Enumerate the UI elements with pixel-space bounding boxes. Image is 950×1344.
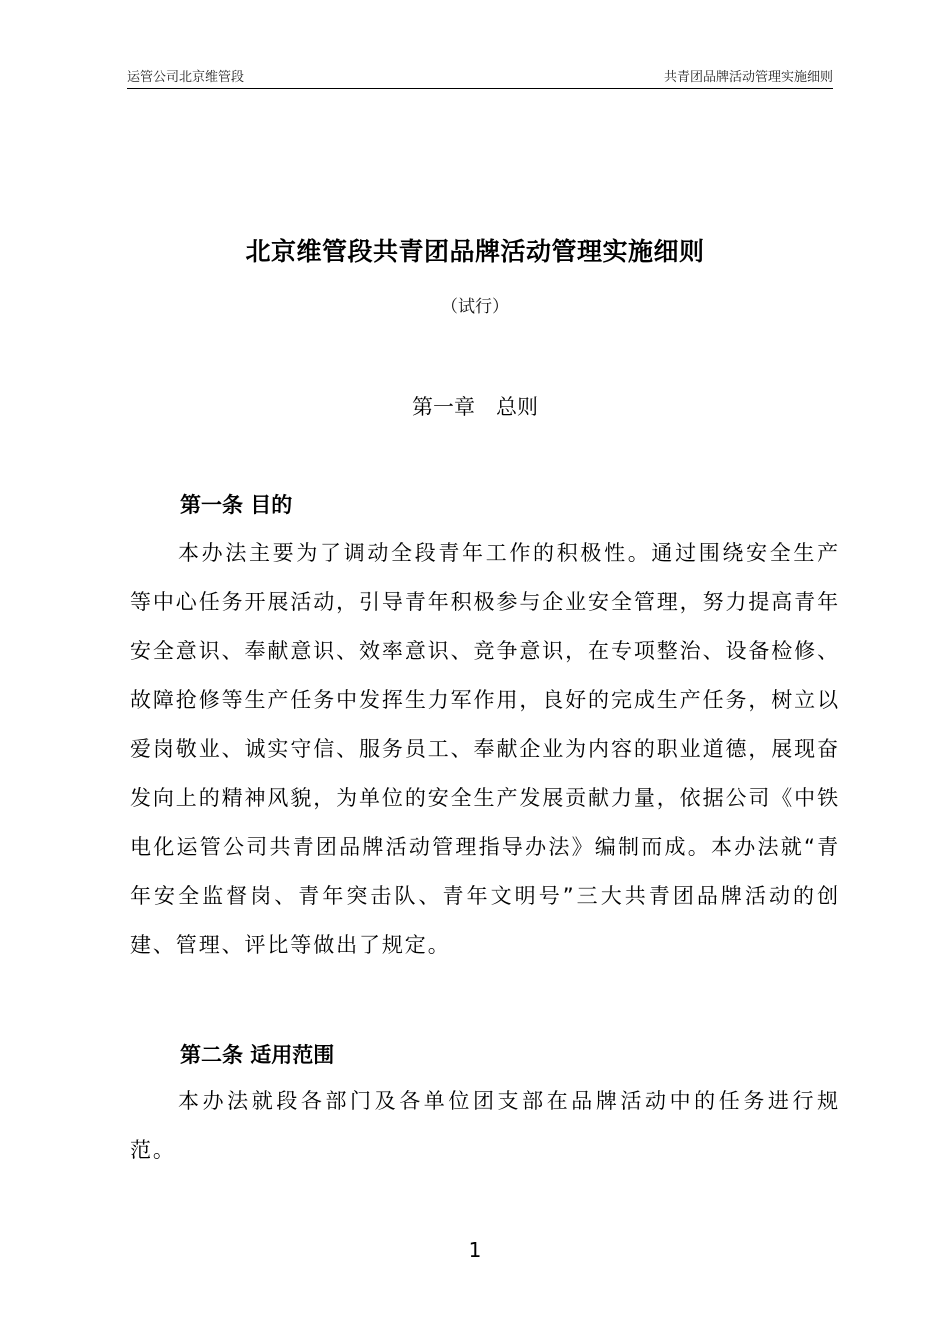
document-subtitle: （试行）: [441, 297, 509, 317]
header-right-text: 共青团品牌活动管理实施细则: [663, 70, 833, 85]
article-2-heading: 第二条 适用范围: [180, 1043, 335, 1067]
article-1-body: 本办法主要为了调动全段青年工作的积极性。通过围绕安全生产等中心任务开展活动，引导青年积极参与企业安全管理，努力提高青年安全意识、奉献意识、效率意识、竞争意识，在专项整治、设备检修、故障抢修等生产任务中发挥生力军作用，良好的完成生产任务，树立以爱岗敬业、诚实守信、服务员工、奉献企业为内容的职业道德，展现奋发向上的精神风貌，为单位的安全生产发展贡献力量，依据公司《中铁电化运管公司共青团品牌活动管理指导办法》编制而成。本办法就“青年安全监督岗、青年突击队、青年文明号”三大共青团品牌活动的创建、管理、评比等做出了规定。: [130, 541, 840, 957]
article-1-heading: 第一条 目的: [180, 493, 293, 517]
chapter-heading: 第一章 总则: [412, 395, 538, 419]
header-left-text: 运管公司北京维管段: [127, 70, 245, 85]
document-title: 北京维管段共青团品牌活动管理实施细则: [245, 237, 705, 266]
page-number: 1: [468, 1238, 482, 1262]
page-header: [127, 66, 833, 89]
article-2-body: 本办法就段各部门及各单位团支部在品牌活动中的任务进行规范。: [130, 1089, 840, 1162]
